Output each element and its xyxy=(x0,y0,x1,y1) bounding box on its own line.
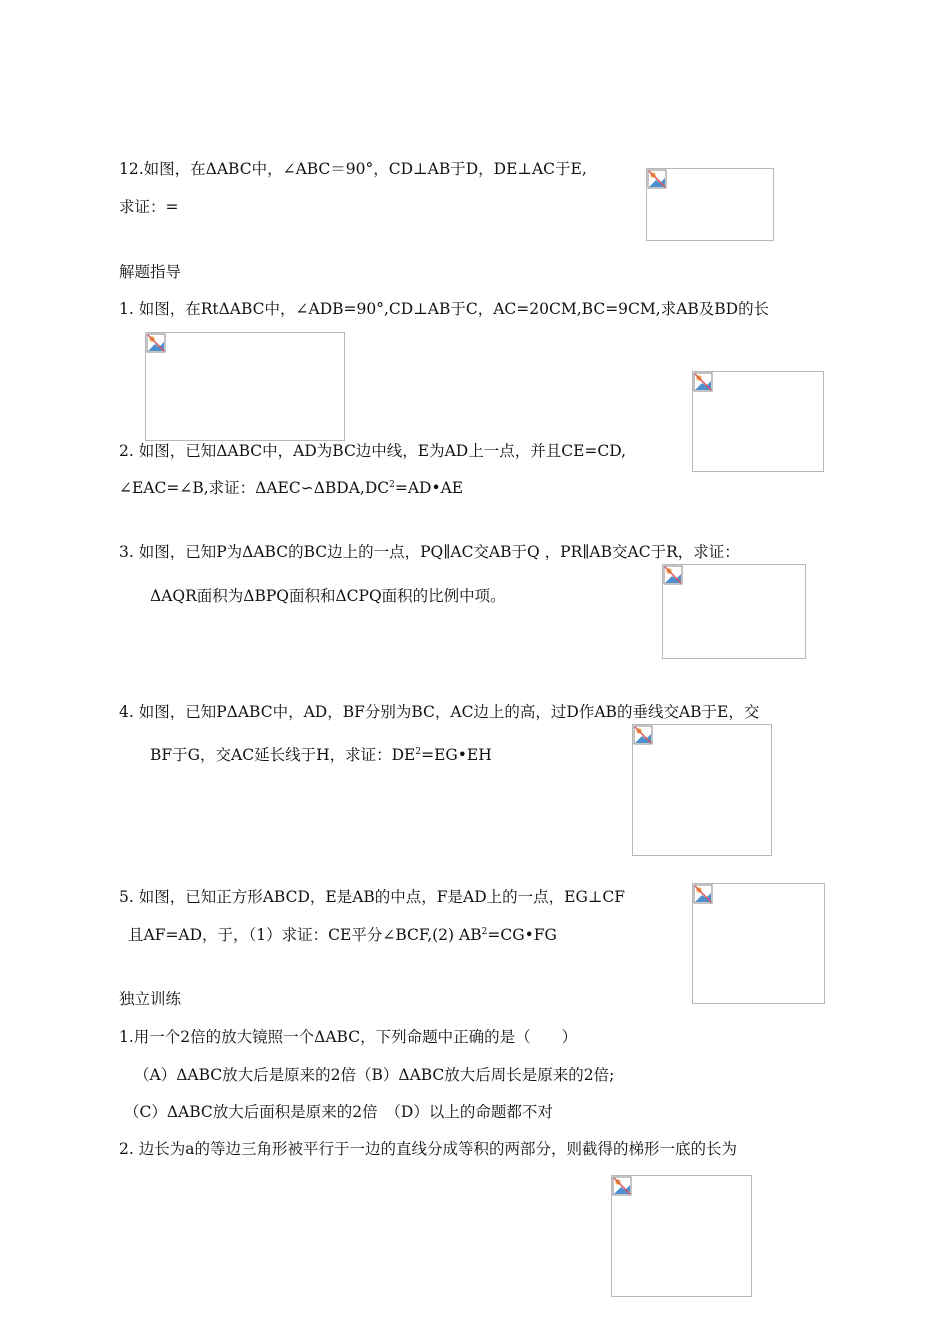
broken-image-icon xyxy=(612,1176,632,1196)
practice-q2: 2. 边长为a的等边三角形被平行于一边的直线分成等积的两部分，则截得的梯形一底的长为 xyxy=(119,1140,737,1158)
practice-q1-options-ab: （A）ΔABC放大后是原来的2倍（B）ΔABC放大后周长是原来的2倍; xyxy=(134,1066,615,1084)
guide-q2-line1: 2. 如图，已知ΔABC中，AD为BC边中线，E为AD上一点，并且CE=CD, xyxy=(119,442,627,460)
broken-image-icon xyxy=(663,565,683,585)
guide-q5-line2: 且AF=AD，于，（1）求证：CE平分∠BCF,(2) $AB^2=CG•FG$ xyxy=(128,926,557,944)
guide-q5-line1: 5. 如图，已知正方形ABCD，E是AB的中点，F是AD上的一点，EG⊥CF xyxy=(119,888,626,906)
guide-q3-line2: ΔAQR面积为ΔBPQ面积和ΔCPQ面积的比例中项。 xyxy=(150,587,506,605)
guide-q4-line1: 4. 如图，已知PΔABC中，AD，BF分别为BC，AC边上的高，过D作AB的垂线交AB于E，交 xyxy=(119,703,760,721)
broken-image-icon xyxy=(647,169,667,189)
figure-q4-image xyxy=(632,724,772,856)
figure-q3-image xyxy=(662,564,806,659)
figure-practice-q2-image xyxy=(611,1175,752,1297)
broken-image-icon xyxy=(146,333,166,353)
broken-image-icon xyxy=(633,725,653,745)
practice-heading: 独立训练 xyxy=(119,990,182,1008)
figure-12-image xyxy=(646,168,774,241)
figure-q2-image xyxy=(692,371,824,472)
guide-heading: 解题指导 xyxy=(119,263,182,281)
broken-image-icon xyxy=(693,372,713,392)
guide-q1: 1. 如图，在RtΔABC中，∠ADB=90°,CD⊥AB于C，AC=20CM,BC=9CM,求AB及BD的长 xyxy=(119,300,770,318)
guide-q3-line1: 3. 如图，已知P为ΔABC的BC边上的一点，PQ∥AC交AB于Q ，PR∥AB交AC于R，求证： xyxy=(119,543,740,561)
guide-q2-line2: ∠EAC=∠B,求证：$\Delta AEC∽\Delta BDA,DC^2=AD•AE$ xyxy=(119,479,464,497)
guide-q4-line2: BF于G，交AC延长线于H，求证：$DE^2=EG•EH$ xyxy=(150,746,492,764)
problem-12-line1: 12.如图，在ΔABC中，∠ABC＝90°，CD⊥AB于D，DE⊥AC于E, xyxy=(119,160,587,178)
figure-q5-image xyxy=(692,883,825,1004)
broken-image-icon xyxy=(693,884,713,904)
practice-q1: 1.用一个2倍的放大镜照一个ΔABC，下列命题中正确的是（ ） xyxy=(119,1028,578,1046)
figure-q1-image xyxy=(145,332,345,441)
practice-q1-options-cd: （C）ΔABC放大后面积是原来的2倍 （D）以上的命题都不对 xyxy=(124,1103,553,1121)
problem-12-line2: 求证：= xyxy=(119,198,179,216)
